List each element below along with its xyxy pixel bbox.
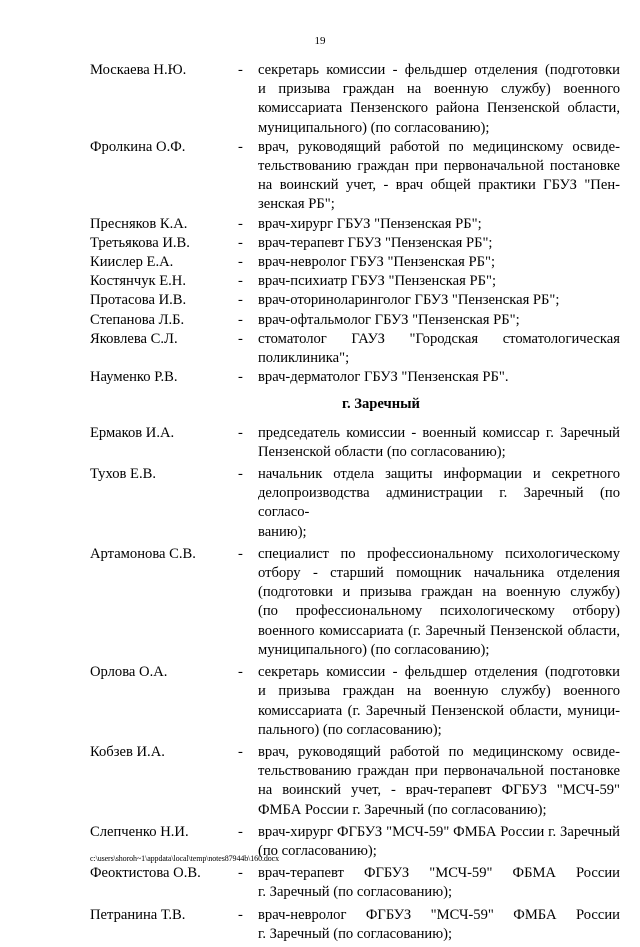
member-role <box>258 311 620 330</box>
role-line: комиссариата Пензенского района Пензенской области, <box>258 100 620 117</box>
role-line: (по согласованию); <box>258 842 377 859</box>
member-name: Петранина Т.В. <box>90 906 186 923</box>
member-row <box>90 311 620 330</box>
role-line: стоматолог ГАУЗ "Городская стоматологическая <box>258 330 620 347</box>
role-line: врач-хирург ФГБУЗ "МСЧ-59" ФМБА России г. Заречный <box>258 823 620 840</box>
member-name: Феоктистова О.В. <box>90 865 201 882</box>
member-dash: - <box>238 138 243 155</box>
role-line: ФМБА России г. Заречный (по согласованию); <box>258 801 547 818</box>
member-name: Яковлева С.Л. <box>90 330 178 347</box>
role-line: секретарь комиссии - фельдшер отделения (подготовки <box>258 664 620 681</box>
member-role <box>258 424 620 462</box>
member-row <box>90 545 620 660</box>
member-dash: - <box>238 743 243 760</box>
role-line: врач-оториноларинголог ГБУЗ "Пензенская РБ"; <box>258 292 560 309</box>
role-line: муниципального) (по согласованию); <box>258 641 490 658</box>
role-line: поликлиника"; <box>258 350 350 367</box>
member-row <box>90 253 620 272</box>
member-role <box>258 291 620 310</box>
member-row <box>90 368 620 387</box>
role-line: врач-психиатр ГБУЗ "Пензенская РБ"; <box>258 273 497 290</box>
member-dash: - <box>238 865 243 882</box>
member-name: Тухов Е.В. <box>90 466 157 483</box>
member-row <box>90 234 620 253</box>
role-line: врач-терапевт ФГБУЗ "МСЧ-59" ФБМА России <box>258 865 620 882</box>
member-name: Ермаков И.А. <box>90 424 175 441</box>
member-name: Артамонова С.В. <box>90 545 196 562</box>
member-dash: - <box>238 254 243 271</box>
role-line: врач-терапевт ГБУЗ "Пензенская РБ"; <box>258 234 493 251</box>
role-line: комиссариата (г. Заречный Пензенской области, муници- <box>258 702 620 719</box>
member-dash: - <box>238 545 243 562</box>
member-role <box>258 465 620 542</box>
role-line: врач-офтальмолог ГБУЗ "Пензенская РБ"; <box>258 311 520 328</box>
role-line: (по профессиональному психологическому отбору) <box>258 603 620 620</box>
member-role <box>258 823 620 861</box>
member-dash: - <box>238 292 243 309</box>
member-name: Москаева Н.Ю. <box>90 62 187 78</box>
member-name: Костянчук Е.Н. <box>90 273 186 290</box>
member-dash: - <box>238 330 243 347</box>
role-line: врач-хирург ГБУЗ "Пензенская РБ"; <box>258 215 482 232</box>
member-name: Кобзев И.А. <box>90 743 165 760</box>
member-role <box>258 253 620 272</box>
role-line: зенская РБ"; <box>258 196 335 213</box>
member-role <box>258 138 620 215</box>
member-name: Науменко Р.В. <box>90 369 178 386</box>
role-line: тельствованию граждан при первоначальной постановке <box>258 158 620 175</box>
member-name: Орлова О.А. <box>90 664 168 681</box>
member-role <box>258 61 620 138</box>
member-row <box>90 424 620 462</box>
role-line: врач, руководящий работой по медицинскому освиде- <box>258 743 620 760</box>
role-line: отбору - старший помощник начальника отделения <box>258 565 620 582</box>
member-row <box>90 330 620 368</box>
role-line: и призыва граждан на военную службу) военного <box>258 683 620 700</box>
member-dash: - <box>238 234 243 251</box>
member-row <box>90 864 620 902</box>
member-dash: - <box>238 466 243 483</box>
member-dash: - <box>238 823 243 840</box>
role-line: ванию); <box>258 523 307 540</box>
member-dash: - <box>238 311 243 328</box>
member-role <box>258 234 620 253</box>
member-role <box>258 330 620 368</box>
member-dash: - <box>238 62 243 78</box>
member-dash: - <box>238 664 243 681</box>
role-line: (подготовки и призыва граждан на военную службу) <box>258 584 620 601</box>
role-line: врач, руководящий работой по медицинскому освиде- <box>258 138 620 155</box>
member-role <box>258 545 620 660</box>
member-row <box>90 272 620 291</box>
member-dash: - <box>238 424 243 441</box>
role-line: пального) (по согласованию); <box>258 721 442 738</box>
member-row <box>90 465 620 542</box>
role-line: тельствованию граждан при первоначальной постановке <box>258 763 620 780</box>
member-dash: - <box>238 369 243 386</box>
role-line: начальник отдела защиты информации и секретного <box>258 466 620 483</box>
footer-file-path: c:\users\shoroh~1\appdata\local\temp\notes87944b\160.docx <box>90 854 280 863</box>
member-name: Протасова И.В. <box>90 292 187 309</box>
member-row <box>90 291 620 310</box>
member-row <box>90 138 620 215</box>
role-line: врач-невролог ГБУЗ "Пензенская РБ"; <box>258 254 496 271</box>
member-role <box>258 864 620 902</box>
member-role <box>258 743 620 820</box>
role-line: военного комиссариата (г. Заречный Пензенской области, <box>258 622 620 639</box>
member-dash: - <box>238 906 243 923</box>
role-line: секретарь комиссии - фельдшер отделения (подготовки <box>258 62 620 78</box>
role-line: Пензенской области (по согласованию); <box>258 443 506 460</box>
member-name: Фролкина О.Ф. <box>90 138 186 155</box>
member-row <box>90 906 620 944</box>
member-name: Киислер Е.А. <box>90 254 174 271</box>
role-line: председатель комиссии - военный комиссар г. Заречный <box>258 424 620 441</box>
member-role <box>258 215 620 234</box>
role-line: врач-невролог ФГБУЗ "МСЧ-59" ФМБА России <box>258 906 620 923</box>
member-name: Степанова Л.Б. <box>90 311 185 328</box>
member-role <box>258 272 620 291</box>
member-name: Пресняков К.А. <box>90 215 188 232</box>
member-name: Слепченко Н.И. <box>90 823 189 840</box>
member-role <box>258 663 620 740</box>
role-line: г. Заречный (по согласованию); <box>258 884 453 901</box>
role-line: делопроизводства администрации г. Заречный (по согласо- <box>258 485 620 521</box>
member-row <box>90 61 620 138</box>
commission-member-list <box>90 61 620 947</box>
page-number: 19 <box>314 35 326 47</box>
member-name: Третьякова И.В. <box>90 234 190 251</box>
role-line: специалист по профессиональному психологическому <box>258 545 620 562</box>
member-dash: - <box>238 273 243 290</box>
member-role <box>258 906 620 944</box>
role-line: г. Заречный (по согласованию); <box>258 925 453 942</box>
member-row <box>90 743 620 820</box>
role-line: на воинский учет, - врач общей практики ГБУЗ "Пен- <box>258 177 620 194</box>
role-line: врач-дерматолог ГБУЗ "Пензенская РБ". <box>258 369 509 386</box>
member-dash: - <box>238 215 243 232</box>
role-line: и призыва граждан на военную службу) военного <box>258 81 620 98</box>
member-role <box>258 368 620 387</box>
member-row <box>90 215 620 234</box>
role-line: на воинский учет, - врач-терапевт ФГБУЗ "МСЧ-59" <box>258 782 620 799</box>
member-row <box>90 663 620 740</box>
role-line: муниципального) (по согласованию); <box>258 119 490 136</box>
section-heading: г. Заречный <box>342 396 420 413</box>
